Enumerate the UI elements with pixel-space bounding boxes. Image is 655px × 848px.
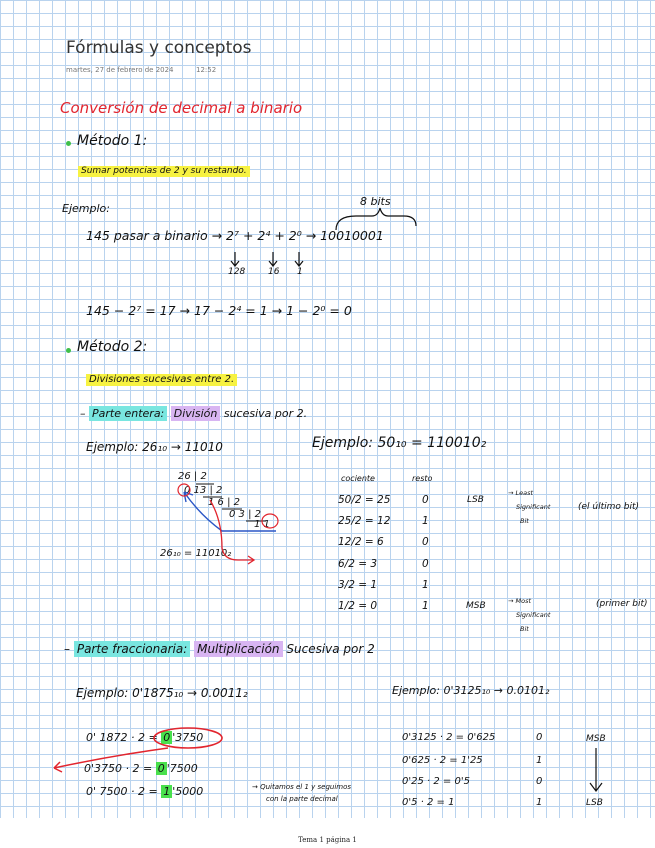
frac2-msb: MSB (586, 734, 606, 744)
parte-entera-rest: sucesiva por 2. (223, 407, 308, 420)
frac2-lsb: LSB (586, 798, 603, 808)
division-l3: 1 6 | 2 (208, 497, 240, 508)
table-row-q: 12/2 = 6 (338, 536, 384, 548)
table-row-r: 1 (422, 515, 429, 527)
lsb-label: LSB (467, 495, 484, 505)
frac2-expr: 0'625 · 2 = 1'25 (402, 755, 483, 766)
lsb-desc-2: Significant (516, 503, 551, 511)
frac2-expr: 0'5 · 2 = 1 (402, 797, 455, 808)
table-row-q: 1/2 = 0 (338, 600, 378, 612)
parte-entera-label: Parte entera: (89, 406, 167, 421)
section-heading: Conversión de decimal a binario (60, 99, 303, 117)
multiplication-method: Multiplicación (194, 641, 282, 657)
metodo2-label: Método 2: (77, 339, 148, 355)
fraccion-rest: Sucesiva por 2 (286, 642, 375, 656)
frac-step-digit: 0 (157, 762, 165, 775)
parte-fraccionaria-row: – Parte fraccionaria: Multiplicación Sucesiva por 2 (64, 642, 375, 656)
parte-fraccionaria-label: Parte fraccionaria: (74, 641, 190, 657)
page-time: 12:52 (196, 66, 217, 74)
col-cociente: cociente (341, 474, 375, 483)
msb-desc-2: Significant (516, 611, 551, 619)
col-resto: resto (412, 474, 433, 483)
frac2-expr: 0'25 · 2 = 0'5 (402, 776, 470, 787)
table-row-r: 1 (422, 600, 429, 612)
ejemplo1-label: Ejemplo: (62, 202, 110, 215)
bullet-icon (66, 348, 71, 353)
frac-step-digit: 1 (163, 785, 171, 798)
table-row-q: 50/2 = 25 (338, 494, 391, 506)
frac-step-rest: '3750 (172, 731, 204, 744)
table-row-r: 0 (422, 536, 429, 548)
value-1: 1 (297, 267, 303, 277)
frac-note-2: con la parte decimal (266, 795, 338, 803)
frac-note-1: → Quitamos el 1 y seguimos (252, 783, 352, 791)
table-row-q: 25/2 = 12 (338, 515, 391, 527)
page-title: Fórmulas y conceptos (66, 38, 252, 58)
frac-step-expr: 0' 7500 · 2 = (86, 785, 158, 798)
frac-step-expr: 0' 1872 · 2 = (86, 731, 158, 744)
frac-step-rest: '5000 (172, 785, 204, 798)
page-date: martes, 27 de febrero de 2024 (66, 66, 174, 74)
metodo1-label: Método 1: (77, 133, 148, 149)
table-row-r: 1 (422, 579, 429, 591)
frac-step-digit: 0 (163, 731, 171, 744)
msb-note: (primer bit) (596, 599, 648, 609)
lsb-note: (el último bit) (578, 502, 640, 512)
frac-step (86, 732, 203, 743)
table-row-q: 3/2 = 1 (338, 579, 378, 591)
frac-step-expr: 0'3750 · 2 = (84, 762, 153, 775)
frac-step (84, 763, 198, 774)
frac2-expr: 0'3125 · 2 = 0'625 (402, 732, 496, 743)
frac-step-rest: '7500 (166, 762, 198, 775)
division-l1: 26 | 2 (178, 471, 207, 482)
msb-desc-1: → Most (508, 597, 532, 605)
table-row-r: 0 (422, 558, 429, 570)
ejemplo-01875: Ejemplo: 0'1875₁₀ → 0.0011₂ (76, 686, 248, 700)
parte-entera-row: – Parte entera: División sucesiva por 2. (80, 407, 308, 420)
frac2-r: 0 (536, 776, 543, 787)
metodo1-line: 145 pasar a binario → 2⁷ + 2⁴ + 2⁰ → 10010001 (86, 228, 384, 243)
result-26: 26₁₀ = 11010₂ (160, 548, 232, 559)
lsb-desc-1: → Least (508, 489, 534, 497)
division-l4: 0 3 | 2 (229, 509, 261, 520)
ejemplo-50: Ejemplo: 50₁₀ = 110010₂ (312, 435, 487, 451)
msb-desc-3: Bit (520, 625, 529, 633)
division-method: División (171, 406, 221, 421)
table-row-r: 0 (422, 494, 429, 506)
frac2-r: 1 (536, 797, 543, 808)
ejemplo-26: Ejemplo: 26₁₀ → 11010 (86, 440, 223, 454)
value-16: 16 (268, 267, 280, 277)
bullet-icon (66, 141, 71, 146)
frac-step (86, 786, 203, 797)
division-l5: 1 1 (254, 519, 270, 530)
lsb-desc-3: Bit (520, 517, 529, 525)
metodo1-highlight: Sumar potencias de 2 y su restando. (78, 166, 250, 177)
frac2-r: 1 (536, 755, 543, 766)
value-128: 128 (228, 267, 246, 277)
table-row-q: 6/2 = 3 (338, 558, 378, 570)
bits-label: 8 bits (360, 195, 391, 208)
subtraction-line: 145 − 2⁷ = 17 → 17 − 2⁴ = 1 → 1 − 2⁰ = 0 (86, 303, 352, 318)
metodo2-highlight: Divisiones sucesivas entre 2. (86, 374, 237, 386)
division-l2: 0 13 | 2 (184, 485, 223, 496)
frac2-r: 0 (536, 732, 543, 743)
page-footer: Tema 1 página 1 (298, 836, 357, 844)
msb-label: MSB (466, 601, 486, 611)
ejemplo-03125: Ejemplo: 0'3125₁₀ → 0.0101₂ (392, 684, 550, 697)
